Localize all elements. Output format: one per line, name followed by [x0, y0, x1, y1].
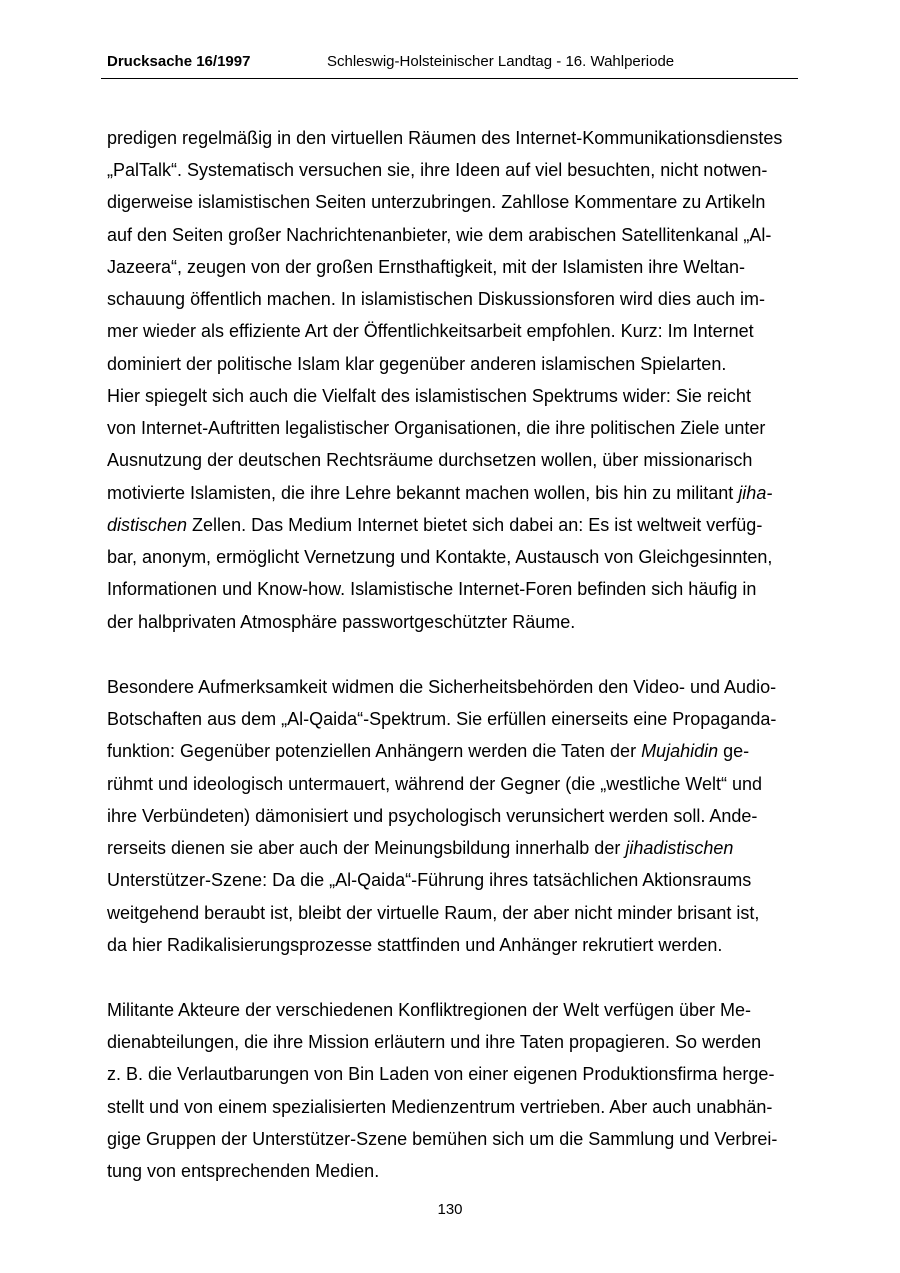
text-line	[107, 514, 762, 536]
text-line: Militante Akteure der verschiedenen Konfliktregionen der Welt verfügen über Me-	[107, 1000, 752, 1020]
text-line	[107, 482, 772, 504]
text-line: Jazeera“, zeugen von der großen Ernsthaftigkeit, mit der Islamisten ihre Weltan-	[107, 257, 745, 277]
text-run: Zellen. Das Medium Internet bietet sich dabei an: Es ist weltweit verfüg-	[187, 515, 763, 535]
text-run: ge-	[718, 741, 750, 761]
text-run: rerseits dienen sie aber auch der Meinungsbildung innerhalb der	[107, 838, 626, 858]
text-line: digerweise islamistischen Seiten unterzubringen. Zahllose Kommentare zu Artikeln	[107, 192, 766, 212]
text-run: funktion: Gegenüber potenziellen Anhängern werden die Taten der	[107, 741, 642, 761]
text-line: Besondere Aufmerksamkeit widmen die Sicherheitsbehörden den Video- und Audio-	[107, 677, 777, 697]
text-line: mer wieder als effiziente Art der Öffentlichkeitsarbeit empfohlen. Kurz: Im Internet	[107, 321, 754, 341]
text-line: „PalTalk“. Systematisch versuchen sie, ihre Ideen auf viel besuchten, nicht notwen-	[107, 160, 768, 180]
text-line: rühmt und ideologisch untermauert, während der Gegner (die „westliche Welt“ und	[107, 774, 763, 794]
italic-term: Mujahidin	[641, 741, 719, 761]
running-title: Schleswig-Holsteinischer Landtag - 16. Wahlperiode	[327, 53, 675, 70]
text-line: dominiert der politische Islam klar gegenüber anderen islamischen Spielarten.	[107, 354, 727, 374]
text-line: der halbprivaten Atmosphäre passwortgeschützter Räume.	[107, 612, 576, 632]
text-line: da hier Radikalisierungsprozesse stattfinden und Anhänger rekrutiert werden.	[107, 935, 723, 955]
text-line: Informationen und Know-how. Islamistische Internet-Foren befinden sich häufig in	[107, 579, 757, 599]
text-line: bar, anonym, ermöglicht Vernetzung und Kontakte, Austausch von Gleichgesinnten,	[107, 547, 773, 567]
text-line: schauung öffentlich machen. In islamistischen Diskussionsforen wird dies auch im-	[107, 289, 765, 309]
text-line: stellt und von einem spezialisierten Medienzentrum vertrieben. Aber auch unabhän-	[107, 1097, 773, 1117]
text-line: Ausnutzung der deutschen Rechtsräume durchsetzen wollen, über missionarisch	[107, 450, 753, 470]
text-line: dienabteilungen, die ihre Mission erläutern und ihre Taten propagieren. So werden	[107, 1032, 762, 1052]
text-line: gige Gruppen der Unterstützer-Szene bemühen sich um die Sammlung und Verbrei-	[107, 1129, 778, 1149]
text-line	[107, 740, 749, 762]
text-line: weitgehend beraubt ist, bleibt der virtuelle Raum, der aber nicht minder brisant ist,	[107, 903, 760, 923]
text-line: Unterstützer-Szene: Da die „Al-Qaida“-Führung ihres tatsächlichen Aktionsraums	[107, 870, 752, 890]
text-line: Botschaften aus dem „Al-Qaida“-Spektrum. Sie erfüllen einerseits eine Propaganda-	[107, 709, 777, 729]
italic-term: jihadistischen	[625, 838, 734, 858]
page-number: 130	[437, 1201, 463, 1218]
italic-term: distischen	[107, 515, 188, 535]
text-line: tung von entsprechenden Medien.	[107, 1161, 380, 1181]
text-line	[107, 837, 733, 859]
text-run: motivierte Islamisten, die ihre Lehre bekannt machen wollen, bis hin zu militant	[107, 483, 739, 503]
text-line: ihre Verbündeten) dämonisiert und psychologisch verunsichert werden soll. Ande-	[107, 806, 758, 826]
text-line: auf den Seiten großer Nachrichtenanbieter, wie dem arabischen Satellitenkanal „Al-	[107, 225, 772, 245]
text-line: von Internet-Auftritten legalistischer Organisationen, die ihre politischen Ziele unter	[107, 418, 766, 438]
italic-term: jiha-	[738, 483, 773, 503]
text-line: predigen regelmäßig in den virtuellen Räumen des Internet-Kommunikationsdienstes	[107, 128, 783, 148]
text-line: z. B. die Verlautbarungen von Bin Laden von einer eigenen Produktionsfirma herge-	[107, 1064, 775, 1084]
page-header	[101, 50, 798, 79]
document-number: Drucksache 16/1997	[107, 53, 251, 70]
text-line: Hier spiegelt sich auch die Vielfalt des islamistischen Spektrums wider: Sie reicht	[107, 386, 751, 406]
